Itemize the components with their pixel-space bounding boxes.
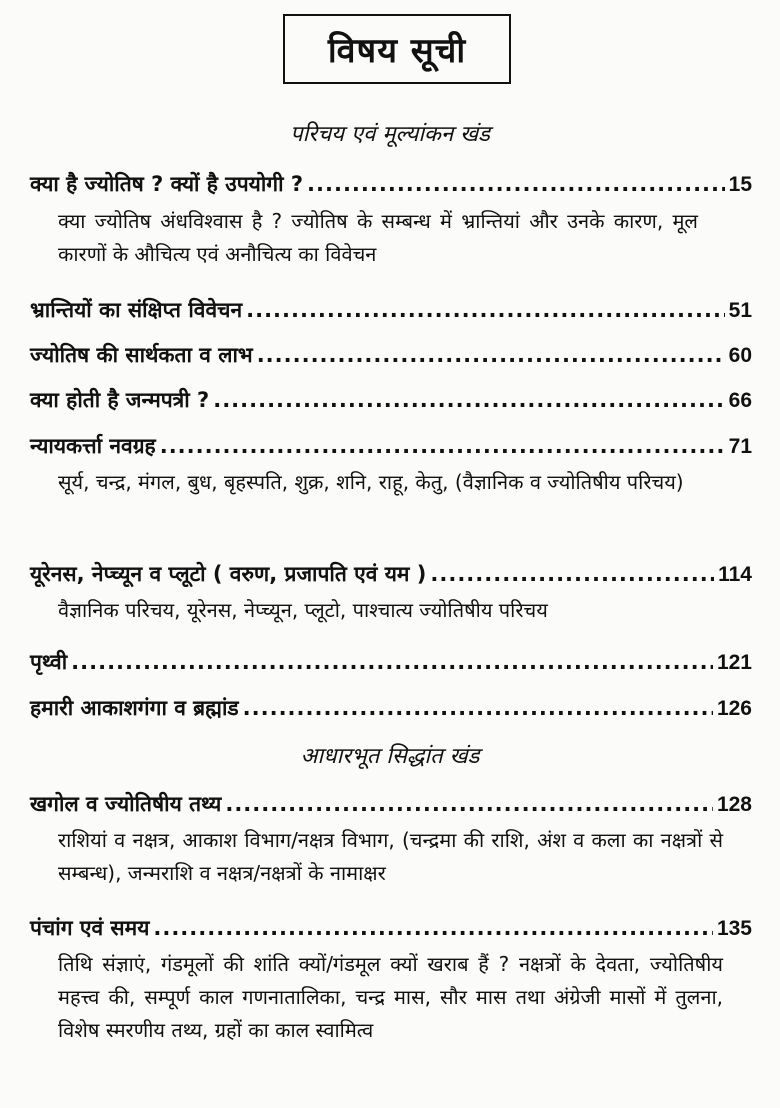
leader-dots (246, 298, 725, 322)
toc-entry[interactable] (30, 648, 752, 676)
section-heading: परिचय एवं मूल्यांकन खंड (290, 122, 490, 147)
entry-page: 71 (728, 435, 752, 458)
leader-dots (257, 343, 725, 367)
entry-description: सूर्य, चन्द्र, मंगल, बुध, बृहस्पति, शुक्र, शनि, राहू, केतु, (वैज्ञानिक व ज्योतिषीय परिचय) (58, 470, 684, 494)
entry-page: 51 (728, 299, 752, 322)
entry-page: 128 (716, 793, 752, 816)
leader-dots (153, 916, 713, 940)
toc-entry[interactable] (30, 296, 752, 324)
entry-page: 121 (716, 651, 752, 674)
entry-title: हमारी आकाशगंगा व ब्रह्मांड (30, 696, 239, 720)
toc-entry[interactable] (30, 341, 752, 369)
leader-dots (160, 434, 725, 458)
entry-page: 15 (728, 173, 752, 196)
entry-page: 66 (728, 389, 752, 412)
leader-dots (307, 172, 725, 196)
entry-title: यूरेनस, नेप्च्यून व प्लूटो ( वरुण, प्रजापति एवं यम ) (30, 562, 427, 586)
toc-entry[interactable] (30, 432, 752, 460)
entry-description: राशियां व नक्षत्र, आकाश विभाग/नक्षत्र विभाग, (चन्द्रमा की राशि, अंश व कला का नक्षत्रों से सम्बन्ध), जन्मराशि व नक्षत्र/नक्षत्रों के नामाक्षर (58, 828, 723, 885)
toc-entry[interactable] (30, 386, 752, 414)
leader-dots (213, 388, 724, 412)
leader-dots (243, 696, 713, 720)
entry-title: खगोल व ज्योतिषीय तथ्य (30, 792, 222, 816)
toc-entry[interactable] (30, 914, 752, 942)
entry-title: क्या है ज्योतिष ? क्यों है उपयोगी ? (30, 172, 304, 196)
entry-title: क्या होती है जन्मपत्री ? (30, 388, 210, 412)
entry-page: 60 (728, 344, 752, 367)
page-title: विषय सूची (327, 31, 467, 71)
entry-description: क्या ज्योतिष अंधविश्वास है ? ज्योतिष के सम्बन्ध में भ्रान्तियां और उनके कारण, मूल कारणों के औचित्य एवं अनौचित्य का विवेचन (58, 209, 698, 266)
entry-title: पंचांग एवं समय (30, 916, 150, 940)
entry-page: 114 (718, 563, 752, 586)
section-heading: आधारभूत सिद्धांत खंड (300, 744, 480, 769)
entry-title: पृथ्वी (30, 650, 68, 674)
entry-title: न्यायकर्त्ता नवग्रह (30, 434, 156, 458)
entry-page: 126 (716, 697, 752, 720)
entry-title: ज्योतिष की सार्थकता व लाभ (30, 343, 253, 367)
toc-entry[interactable] (30, 790, 752, 818)
page-title-box (283, 14, 511, 84)
entry-title: भ्रान्तियों का संक्षिप्त विवेचन (30, 298, 243, 322)
toc-entry[interactable] (30, 560, 752, 588)
toc-entry[interactable] (30, 170, 752, 198)
leader-dots (71, 650, 713, 674)
toc-entry[interactable] (30, 694, 752, 722)
entry-description: तिथि संज्ञाएं, गंडमूलों की शांति क्यों/गंडमूल क्यों खराब हैं ? नक्षत्रों के देवता, ज्योतिषीय महत्त्व की, सम्पूर्ण काल गणनातालिका, चन्द्र मास, सौर मास तथा अंग्रेजी मासों में तुलना, विशेष स्मरणीय तथ्य, ग्रहों का काल स्वामित्व (58, 952, 723, 1042)
leader-dots (225, 792, 713, 816)
entry-description: वैज्ञानिक परिचय, यूरेनस, नेप्च्यून, प्लूटो, पाश्चात्य ज्योतिषीय परिचय (58, 598, 548, 622)
entry-page: 135 (716, 917, 752, 940)
leader-dots (430, 562, 714, 586)
